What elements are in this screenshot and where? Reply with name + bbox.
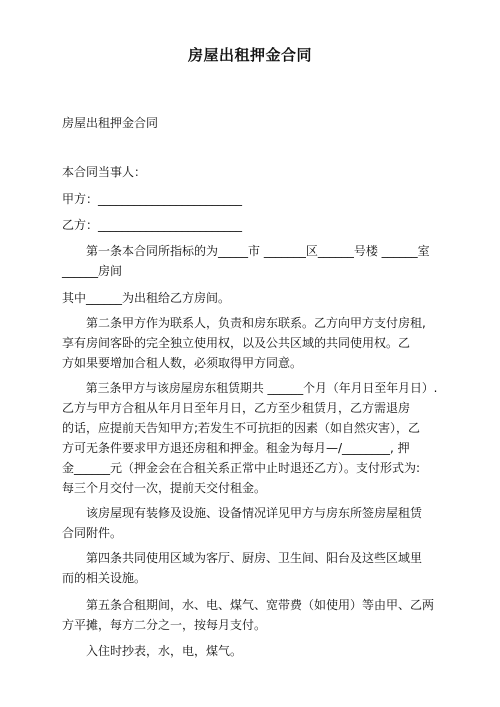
clause-1-line-1: 第一条本合同所指标的为_____市 _______区______号楼 ______室 <box>86 244 430 258</box>
subtitle-text: 房屋出租押金合同 <box>62 116 159 130</box>
party-a-line <box>62 189 438 209</box>
clause-fixtures <box>62 503 438 543</box>
clause-fixtures-line-1: 该房屋现有装修及设施、设备情况详见甲方与房东所签房屋租赁 <box>86 506 423 520</box>
party-a-text: 甲方：________________________ <box>62 192 243 206</box>
clause-3-line-5: 金______元（押金会在合租关系正常中止时退还乙方）。支付形式为: <box>62 461 421 475</box>
clause-5-line-1: 第五条合租期间，水、电、煤气、宽带费（如使用）等由甲、乙两 <box>86 598 435 612</box>
clause-among <box>62 288 438 308</box>
clause-1 <box>62 241 438 281</box>
clause-among-text: 其中______为出租给乙方房间。 <box>62 291 231 305</box>
parties-intro-text: 本合同当事人： <box>62 165 147 179</box>
clause-3-line-3: 的话，应提前天告知甲方;若发生不可抗拒的因素（如自然灾害），乙 <box>62 421 421 435</box>
document-title: 房屋出租押金合同 <box>187 46 312 64</box>
clause-4-line-2: 而的相关设施。 <box>62 571 147 585</box>
clause-4-line-1: 第四条共同使用区域为客厅、厨房、卫生间、阳台及这些区域里 <box>86 551 423 565</box>
clause-fixtures-line-2: 合同附件。 <box>62 526 123 540</box>
clause-5 <box>62 595 438 635</box>
party-b-line <box>62 215 438 235</box>
clause-2-line-3: 方如果要增加合租人数，必须取得甲方同意。 <box>62 356 303 370</box>
clause-3-line-4: 方可无条件要求甲方退还房租和押金。租金为每月—/________, 押 <box>62 441 410 455</box>
clause-2-line-2: 享有房间客卧的完全独立使用权，以及公共区域的共同使用权。乙 <box>62 336 411 350</box>
checkin-note-text: 入住时抄表，水，电，煤气。 <box>86 644 243 658</box>
clause-3-line-2: 乙方与甲方合租从年月日至年月日，乙方至少租赁月，乙方需退房 <box>62 401 411 415</box>
parties-intro <box>62 162 438 182</box>
clause-3-line-6: 每三个月交付一次，提前天交付租金。 <box>62 481 267 495</box>
clause-3 <box>62 378 438 498</box>
clause-5-line-2: 方平摊，每方二分之一，按每月支付。 <box>62 618 267 632</box>
party-b-text: 乙方：________________________ <box>62 218 243 232</box>
clause-2-line-1: 第二条甲方作为联系人，负责和房东联系。乙方向甲方支付房租, <box>86 316 426 330</box>
clause-2 <box>62 313 438 373</box>
clause-1-line-2: ______房间 <box>62 264 123 278</box>
document-subtitle <box>62 113 438 133</box>
clause-4 <box>62 548 438 588</box>
clause-3-line-1: 第三条甲方与该房屋房东租赁期共 ______个月（年月日至年月日）. <box>85 381 438 395</box>
checkin-note <box>62 641 438 661</box>
